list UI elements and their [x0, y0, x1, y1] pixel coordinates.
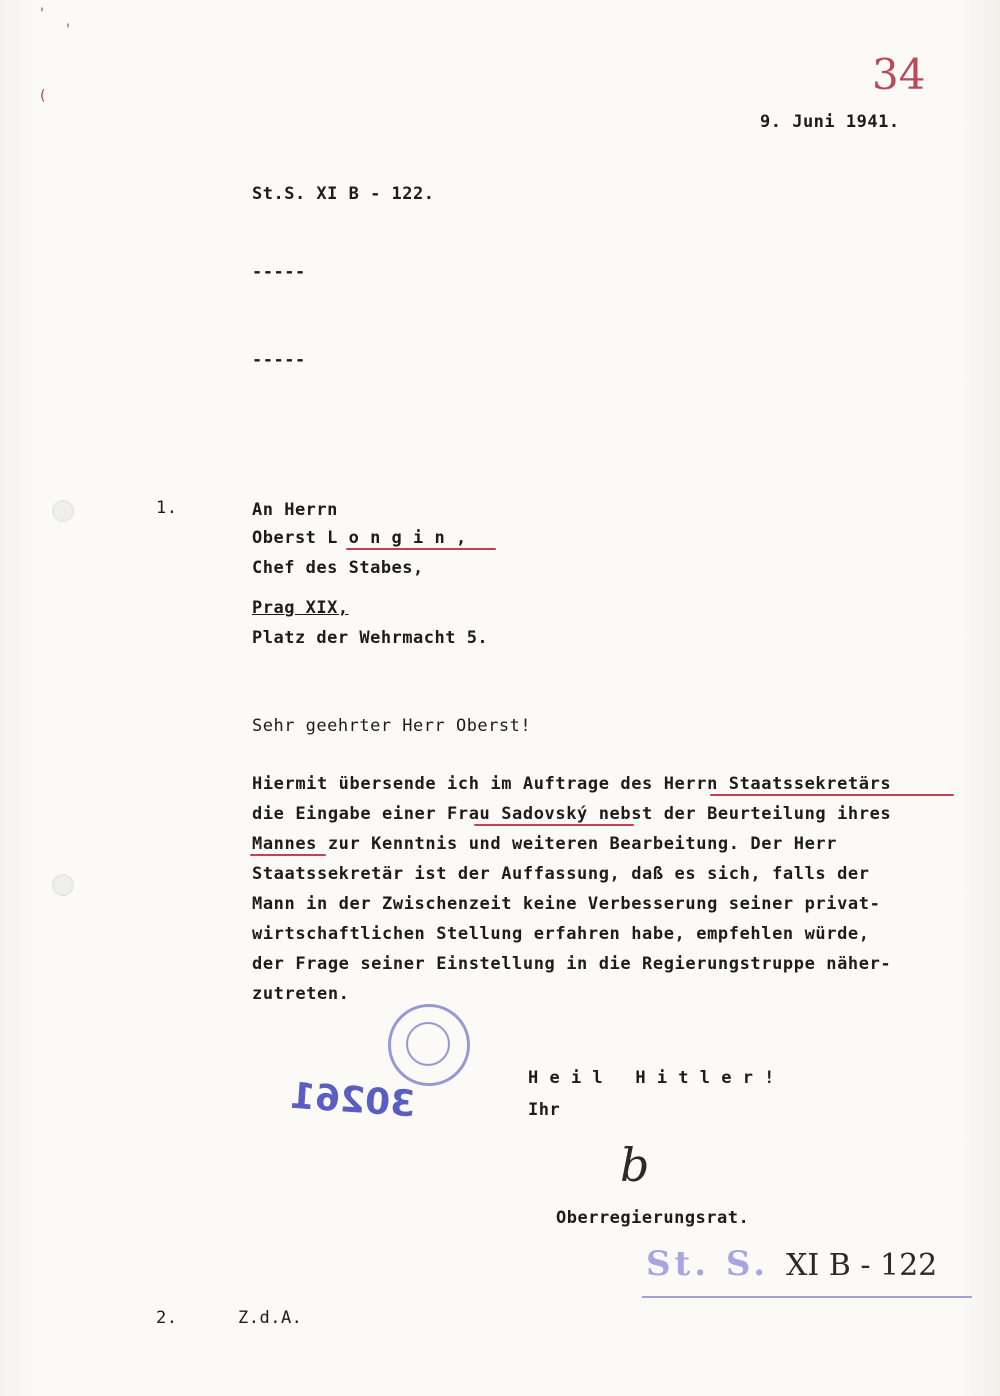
body-line: die Eingabe einer Frau Sadovský nebst der Beurteilung ihres	[252, 804, 892, 824]
signature-initial: b	[620, 1138, 650, 1192]
body-line: der Frage seiner Einstellung in die Regierungstruppe näher-	[252, 954, 892, 974]
body-line: zutreten.	[252, 984, 350, 1004]
body-line: Mann in der Zwischenzeit keine Verbesserung seiner privat-	[252, 894, 881, 914]
office-stamp-handwritten: XI B - 122	[786, 1248, 938, 1283]
punch-hole	[52, 874, 74, 896]
red-underline	[250, 854, 326, 856]
separator-dashes: -----	[252, 350, 306, 370]
item-number-1: 1.	[156, 498, 178, 518]
recipient-line-3: Chef des Stabes,	[252, 558, 424, 578]
file-reference: St.S. XI B - 122.	[252, 184, 435, 204]
archive-seal-inner-ring	[406, 1022, 450, 1066]
closing-ihr: Ihr	[528, 1100, 561, 1120]
office-stamp-printed: St. S.	[646, 1244, 770, 1284]
recipient-line-2: Oberst L o n g i n ,	[252, 528, 467, 548]
body-line: Hiermit übersende ich im Auftrage des Herrn Staatssekretärs	[252, 774, 892, 794]
red-underline	[474, 824, 634, 826]
red-underline	[346, 548, 496, 550]
stamp-underline	[642, 1296, 972, 1298]
red-underline	[710, 794, 954, 796]
item-number-2: 2.	[156, 1308, 178, 1328]
body-line: Mannes zur Kenntnis und weiteren Bearbeitung. Der Herr	[252, 834, 838, 854]
body-line: wirtschaftlichen Stellung erfahren habe, empfehlen würde,	[252, 924, 870, 944]
margin-tick-mark: '	[40, 6, 44, 22]
salutation: Sehr geehrter Herr Oberst!	[252, 716, 532, 736]
archive-number: 34	[872, 50, 926, 99]
separator-dashes: -----	[252, 262, 306, 282]
signatory-title: Oberregierungsrat.	[556, 1208, 750, 1228]
item-2-text: Z.d.A.	[238, 1308, 303, 1328]
letter-date: 9. Juni 1941.	[760, 112, 900, 132]
margin-tick-mark: (	[40, 88, 46, 104]
closing-greeting: H e i l H i t l e r !	[528, 1068, 775, 1088]
recipient-line-5: Platz der Wehrmacht 5.	[252, 628, 489, 648]
stamp-number: 30261	[288, 1075, 417, 1126]
margin-tick-mark: '	[66, 22, 70, 38]
recipient-line-1: An Herrn	[252, 500, 338, 520]
body-line: Staatssekretär ist der Auffassung, daß es sich, falls der	[252, 864, 870, 884]
punch-hole	[52, 500, 74, 522]
recipient-line-4: Prag XIX,	[252, 598, 349, 618]
